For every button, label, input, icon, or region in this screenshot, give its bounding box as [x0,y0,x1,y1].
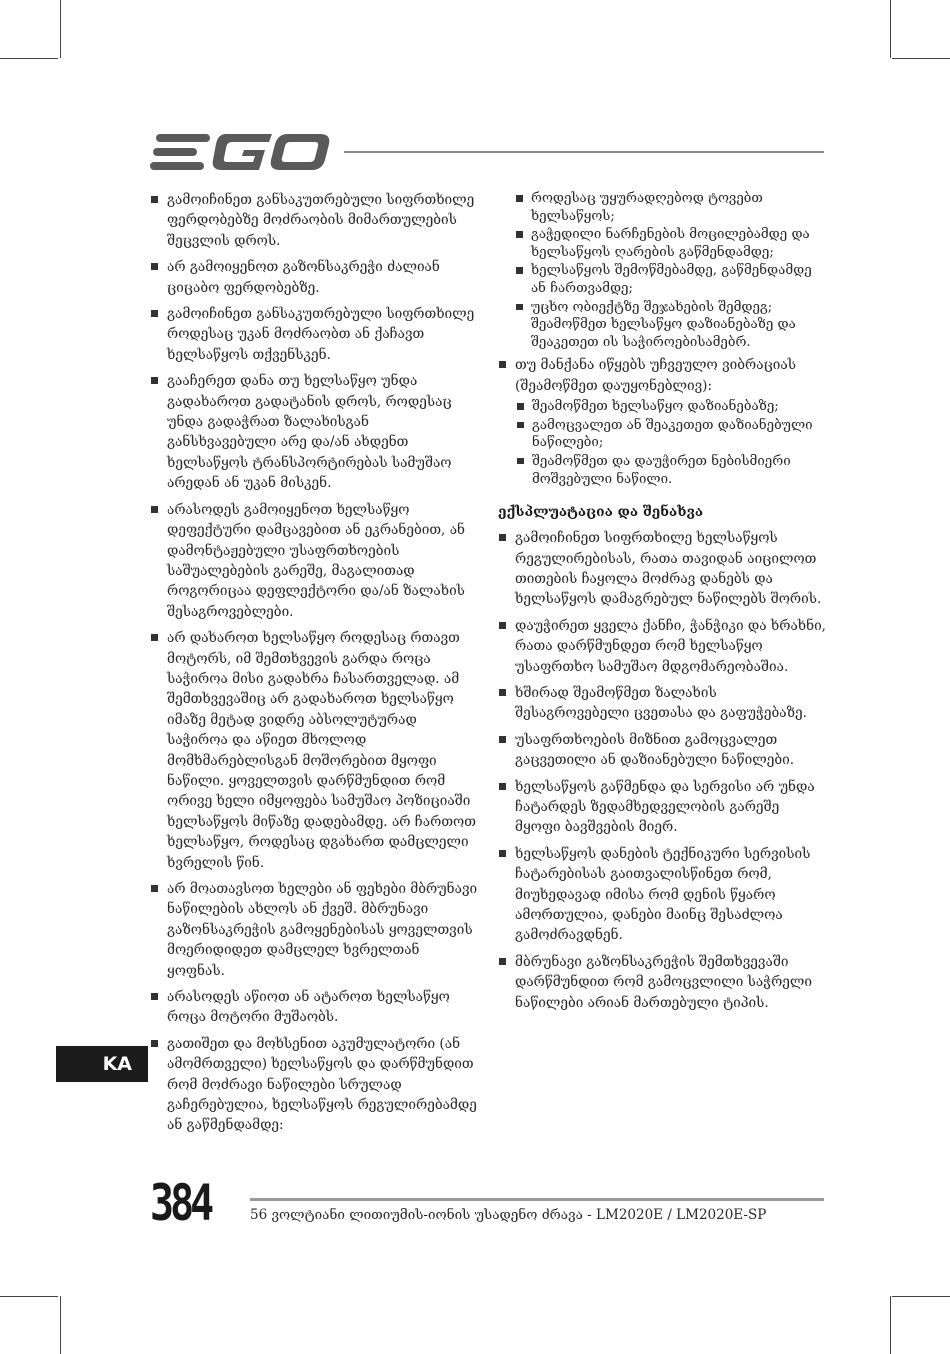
crop-mark [60,0,61,58]
list-item: გამოიჩინეთ განსაკუთრებული სიფრთხილე როდესაც უკან მოძრაობთ ან ქაჩავთ ხელსაწყოს თქვენსკენ. [150,304,480,365]
crop-mark [60,1296,61,1354]
crop-mark [892,58,950,59]
crop-mark [890,1296,891,1354]
crop-mark [0,1296,58,1297]
list-item: უსაფრთხოების მიზნით გამოცვალეთ გაცვეთილი ან დაზიანებული ნაწილები. [498,730,828,771]
sub-list-item: როდესაც უყურადღებოდ ტოვებთ ხელსაწყოს; [514,190,828,225]
crop-mark [892,1296,950,1297]
ego-logo [150,132,330,172]
list-item: არასოდეს გამოიყენოთ ხელსაწყო დეფექტური დამცავებით ან ეკრანებით, ან დამონტაჟებული უსაფრთხოების საშუალებების გარეშე, მაგალითად როგორიცაა დეფლექტორი და/ან ზალახის შესაგროვებლები. [150,500,480,622]
sub-list-item: შეამოწმეთ ხელსაწყო დაზიანებაზე; [515,398,828,416]
crop-mark [0,58,58,59]
list-item: არ დახაროთ ხელსაწყო როდესაც რთავთ მოტორს, იმ შემთხვევის გარდა როცა საჭიროა მისი გადახრა ჩასართველად. ამ შემთხვევაშიც არ გადახაროთ ხელსაწყო იმაზე მეტად ვიდრე აბსოლუტურად საჭიროა და აწიეთ მხოლოდ მომხმარებლისგან მოშორებით მყოფი ნაწილი. ყოველთვის დარწმუნდით რომ ორივე ხელი იმყოფება სამუშაო პოზიციაში ხელსაწყოს მიწაზე დადებამდე. არ ჩართოთ ხელსაწყო, როდესაც დგახართ დამცლელი ხვრელის წინ. [150,628,480,873]
left-column [150,190,480,1142]
page-number: 384 [150,1174,211,1232]
vibration-text: თუ მანქანა იწყებს უჩვეულო ვიბრაციას (შეამოწმეთ დაუყონებლივ): [515,357,796,394]
footer-text: 56 ვოლტიანი ლითიუმის-იონის უსადენო ძრავა - LM2020E / LM2020E-SP [250,1207,767,1223]
list-item [498,355,828,488]
list-item: არ გამოიყენოთ გაზონსაკრეჭი ძალიან ციცაბო ფერდობებზე. [150,257,480,298]
header-rule [344,151,824,153]
list-item: ხშირად შეამოწმეთ ზალახის შესაგროვებელი ცვეთასა და გაფუჭებაზე. [498,683,828,724]
sub-list-item: ხელსაწყოს შემოწმებამდე, გაწმენდამდე ან ჩართვამდე; [514,262,828,297]
list-item: დაუჭირეთ ყველა ქანჩი, ჭანჭიკი და ხრახნი, რათა დარწმუნდეთ რომ ხელსაწყო უსაფრთხო სამუშაო მდგომარეობაშია. [498,616,828,677]
list-item: მბრუნავი გაზონსაკრეჭის შემთხვევაში დარწმუნდით რომ გამოცვლილი საჭრელი ნაწილები არიან მართებული ტიპის. [498,952,828,1013]
list-item: გამოიჩინეთ განსაკუთრებული სიფრთხილე ფერდობებზე მოძრაობის მიმართულების შეცვლის დროს. [150,190,480,251]
right-column [498,190,828,1019]
language-tab: KA [56,1046,148,1082]
list-item: არ მოათავსოთ ხელები ან ფეხები მბრუნავი ნაწილების ახლოს ან ქვეშ. მბრუნავი გაზონსაკრეჭის გამოყენებისას ყოველთვის მოერიდიდეთ დამცლელ ხვრელთან ყოფნას. [150,879,480,981]
list-item: გამოიჩინეთ სიფრთხილე ხელსაწყოს რეგულირებისას, რათა თავიდან აიცილოთ თითების ჩაყოლა მოძრავ დანებს და ხელსაწყოს დამაგრებულ ნაწილებს შორის. [498,528,828,610]
sub-list-item: გაჭედილი ნარჩენების მოცილებამდე და ხელსაწყოს ღარების გაწმენდამდე; [514,226,828,261]
sub-list-item: უცხო ობიექტზე შეჯახების შემდეგ; შეამოწმეთ ხელსაწყო დაზიანებაზე და შეაკეთეთ ის საჭიროებისამებრ. [514,299,828,352]
list-item: ხელსაწყოს გაწმენდა და სერვისი არ უნდა ჩატარდეს ზედამხედველობის გარეშე მყოფი ბავშვების მიერ. [498,777,828,838]
sub-list-item: შეამოწმეთ და დაუჭირეთ ნებისმიერი მოშვებული ნაწილი. [515,453,828,488]
list-item: არასოდეს აწიოთ ან ატაროთ ხელსაწყო როცა მოტორი მუშაობს. [150,987,480,1028]
sub-list-item: გამოცვალეთ ან შეაკეთეთ დაზიანებული ნაწილები; [515,417,828,452]
list-item: გააჩერეთ დანა თუ ხელსაწყო უნდა გადახაროთ გადატანის დროს, როდესაც უნდა გადაჭრათ ზალახისგან განსხვავებული არე და/ან ახდენთ ხელსაწყოს ტრანსპორტირებას სამუშაო არედან ან უკან მისკენ. [150,371,480,493]
list-item: ხელსაწყოს დანების ტექნიკური სერვისის ჩატარებისას გაითვალისწინეთ რომ, მიუხედავად იმისა რომ დენის წყარო ამორთულია, დანები მაინც შესაძლოა გამოძრავდნენ. [498,844,828,946]
crop-mark [890,0,891,58]
list-item: გათიშეთ და მოხსენით აკუმულატორი (ან ამომრთველი) ხელსაწყოს და დარწმუნდით რომ მოძრავი ნაწილები სრულად გაჩერებულია, ხელსაწყოს რეგულირებამდე ან გაწმენდამდე: [150,1034,480,1136]
footer-rule [250,1198,824,1201]
section-title: ექსპლუატაცია და შენახვა [498,504,704,521]
